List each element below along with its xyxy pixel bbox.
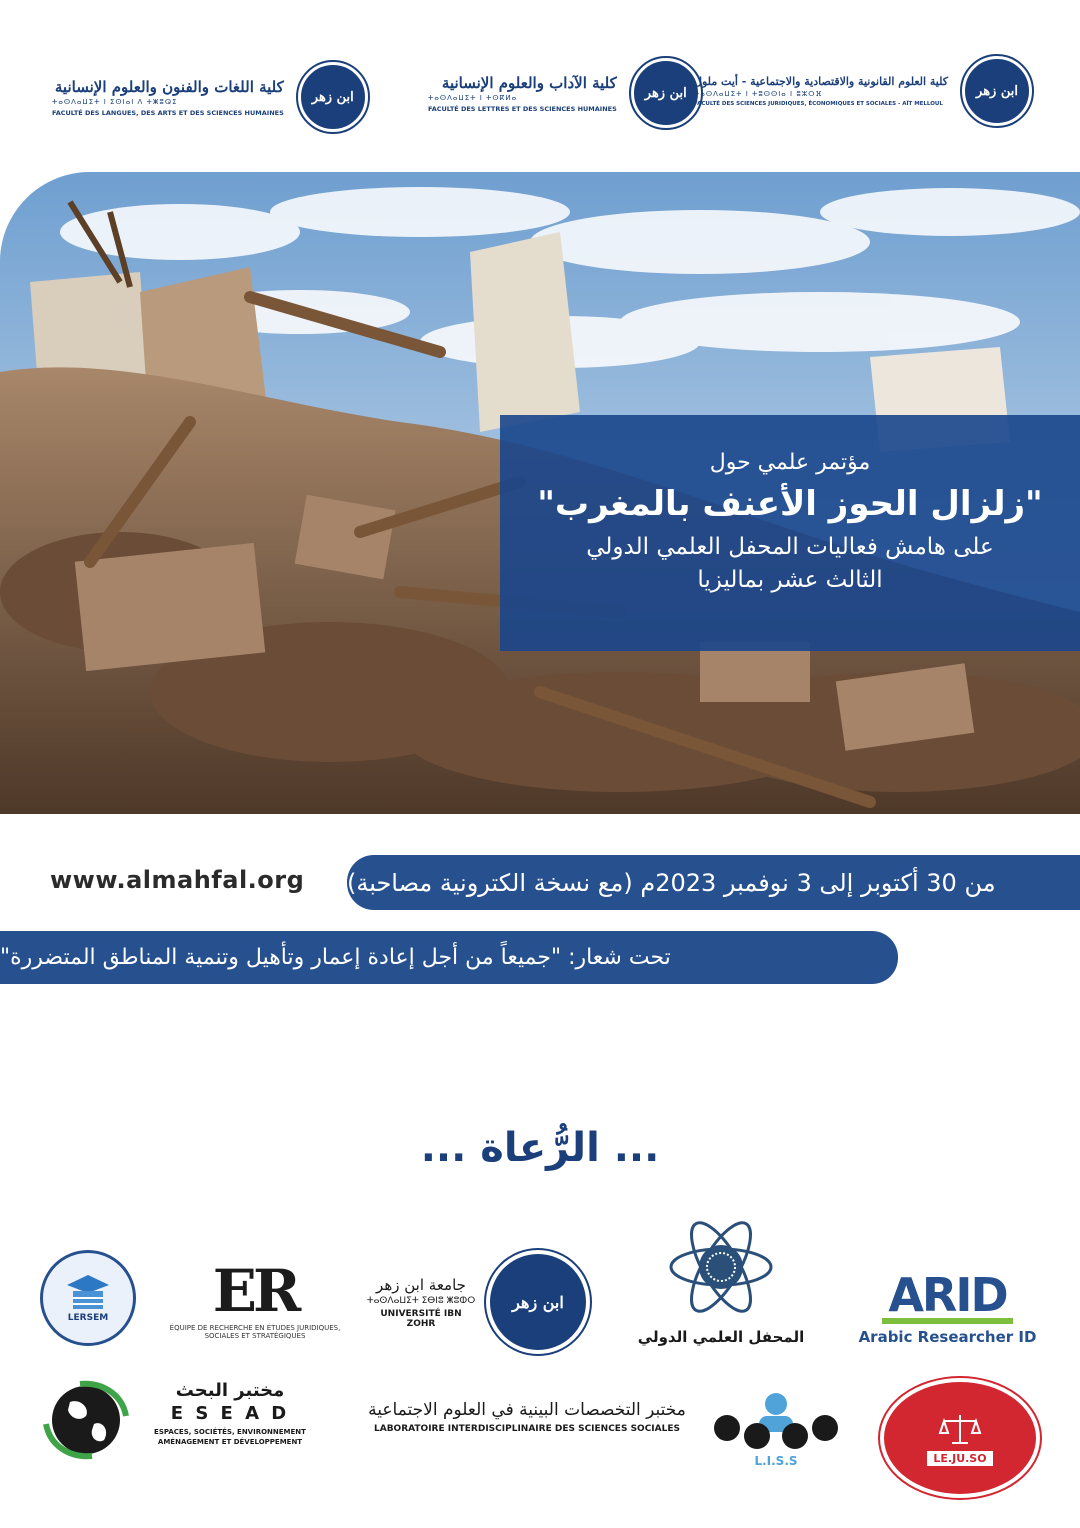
er-mark: ER	[212, 1257, 298, 1325]
sponsor-arid-logo	[850, 1268, 1045, 1346]
conference-subtitle-1: على هامش فعاليات المحفل العلمي الدولي	[586, 534, 994, 561]
sponsors-heading: ... الرُّعاة ...	[420, 1125, 660, 1171]
faculty-logo-letters	[428, 58, 701, 128]
ibnzohr-seal: ابن زهر	[486, 1250, 590, 1354]
conference-subtitle-2: الثالث عشر بماليزيا	[697, 566, 883, 593]
sponsor-liss-text: مختبر التخصصات البينية في العلوم الاجتماعية LABORATOIRE INTERDISCIPLINAIRE DES SCIENCES SOCIALES	[368, 1400, 686, 1434]
mahfal-caption: المحفل العلمي الدولي	[637, 1328, 805, 1346]
er-caption: ÉQUIPE DE RECHERCHE EN ÉTUDES JURIDIQUES, SOCIALES ET STRATÉGIQUES	[169, 1324, 341, 1340]
faculty-name-fr: FACULTÉ DES LANGUES, DES ARTS ET DES SCIENCES HUMAINES	[52, 108, 284, 117]
conference-dates: من 30 أكتوبر إلى 3 نوفمبر 2023م (مع نسخة الكترونية مصاحبة)	[347, 868, 996, 897]
faculty-name-ar: كلية الآداب والعلوم الإنسانية	[441, 73, 617, 92]
faculty-name-ar: كلية اللغات والفنون والعلوم الإنسانية	[54, 77, 284, 96]
sponsor-liss-logo: L.I.S.S	[706, 1390, 846, 1468]
faculty-name-tifinagh: ⵜⴰⵙⴷⴰⵡⵉⵜ ⵏ ⵜⵙⴽⵍⴰ	[428, 93, 518, 102]
arid-caption: Arabic Researcher ID	[858, 1328, 1037, 1346]
globe-icon	[40, 1380, 132, 1460]
sponsor-lersem-logo	[40, 1250, 136, 1346]
university-seal: ابن زهر	[298, 62, 368, 132]
faculty-name-tifinagh: ⵜⴰⵙⴷⴰⵡⵉⵜ ⵏ ⵜⵓⵙⵙⵏⴰ ⵏ ⵓⵣⵔⴼ	[694, 90, 823, 99]
university-seal: ابن زهر	[962, 56, 1032, 126]
sponsor-mahfal-logo	[636, 1212, 806, 1346]
faculty-name-fr: FACULTÉ DES SCIENCES JURIDIQUES, ÉCONOMIQUES ET SOCIALES - AÏT MELLOUL	[694, 101, 943, 108]
website-link[interactable]: www.almahfal.org	[50, 866, 305, 894]
faculty-logo-languages	[52, 62, 368, 132]
lersem-emblem: LERSEM	[40, 1250, 136, 1346]
conference-dates-bar	[347, 855, 1080, 910]
slogan-text: تحت شعار: "جميعاً من أجل إعادة إعمار وتأهيل وتنمية المناطق المتضررة"	[0, 945, 671, 970]
sponsor-ibnzohr-text: جامعة ابن زهر ⵜⴰⵙⴷⴰⵡⵉⵜ ⵉⴱⵏⵓ ⵥⵓⵀⵔ UNIVERSITÉ IBN ZOHR	[366, 1276, 476, 1329]
scales-of-justice-icon	[938, 1411, 982, 1447]
atom-emblem-icon	[666, 1212, 776, 1322]
conference-title-box	[500, 415, 1080, 651]
faculty-name-tifinagh: ⵜⴰⵙⴷⴰⵡⵉⵜ ⵏ ⵉⵙⵏⴰⵏ ⴷ ⵜⵥⵓⵕⵉ	[52, 97, 178, 106]
faculty-logo-law	[694, 56, 1032, 126]
slogan-bar	[0, 931, 898, 984]
conference-title: "زلزال الحوز الأعنف بالمغرب"	[537, 483, 1043, 524]
faculty-name-fr: FACULTÉ DES LETTRES ET DES SCIENCES HUMAINES	[428, 104, 617, 113]
people-network-icon	[707, 1390, 845, 1452]
sponsor-esead-logo: مختبر البحث E S E A D ESPACES, SOCIÉTÉS, ENVIRONNEMENT AMÉNAGEMENT ET DÉVELOPPEMENT	[40, 1380, 310, 1460]
faculty-name-ar: كلية العلوم القانونية والاقتصادية والاجتماعية - أيت ملول	[694, 74, 949, 88]
conference-intro: مؤتمر علمي حول	[709, 450, 871, 475]
sponsor-lejuso-logo: LE.JU.SO	[880, 1378, 1040, 1498]
university-seal: ابن زهر	[631, 58, 701, 128]
book-stack-icon	[65, 1273, 111, 1313]
arid-mark: ARID	[882, 1272, 1012, 1324]
sponsor-er-logo	[160, 1257, 350, 1340]
